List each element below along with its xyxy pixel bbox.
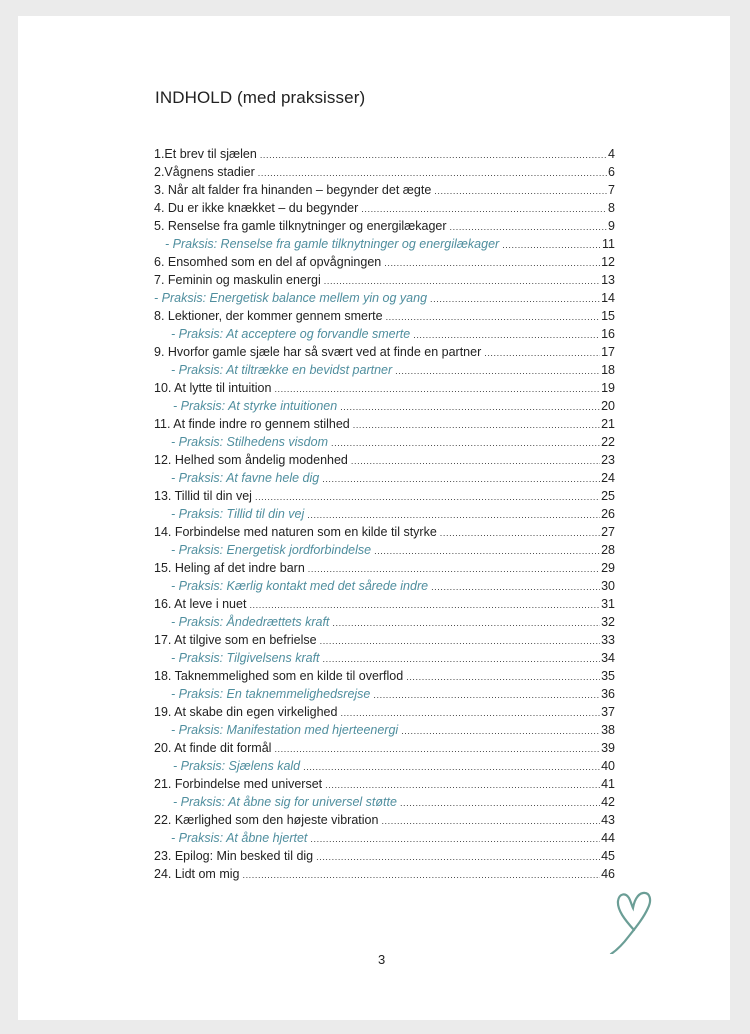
toc-chapter-entry[interactable]	[154, 307, 615, 325]
toc-practice-entry[interactable]	[154, 613, 615, 631]
toc-chapter-entry[interactable]	[154, 739, 615, 757]
dot-leader	[320, 632, 601, 650]
dot-leader	[384, 254, 600, 272]
toc-page-number: 18	[601, 363, 615, 377]
toc-entry-title: 5. Renselse fra gamle tilknytninger og energilækager	[154, 219, 447, 233]
toc-page-number: 30	[601, 579, 615, 593]
toc-page-number: 22	[601, 435, 615, 449]
toc-entry-title: 2.Vågnens stadier	[154, 165, 255, 179]
toc-page-number: 32	[601, 615, 615, 629]
toc-page-number: 29	[601, 561, 615, 575]
dot-leader	[413, 326, 600, 344]
dot-leader	[255, 488, 600, 506]
toc-entry-title: 23. Epilog: Min besked til dig	[154, 849, 314, 863]
dot-leader	[274, 740, 600, 758]
toc-page-number: 37	[601, 705, 615, 719]
toc-page-number: 35	[601, 669, 615, 683]
toc-entry-title: 6. Ensomhed som en del af opvågningen	[154, 255, 382, 269]
toc-practice-entry[interactable]	[154, 721, 615, 739]
toc-chapter-entry[interactable]	[154, 667, 615, 685]
toc-chapter-entry[interactable]	[154, 343, 615, 361]
toc-entry-title: 12. Helhed som åndelig modenhed	[154, 453, 348, 467]
toc-page-number: 42	[601, 795, 615, 809]
dot-leader	[324, 272, 600, 290]
toc-page-number: 34	[601, 651, 615, 665]
dot-leader	[406, 668, 600, 686]
dot-leader	[361, 200, 607, 218]
toc-page-number: 45	[601, 849, 615, 863]
toc-entry-title: 17. At tilgive som en befrielse	[154, 633, 317, 647]
table-of-contents	[154, 145, 615, 883]
toc-entry-title: - Praksis: At favne hele dig	[171, 471, 320, 485]
toc-practice-entry[interactable]	[154, 361, 615, 379]
toc-chapter-entry[interactable]	[154, 811, 615, 829]
toc-entry-title: - Praksis: Tilgivelsens kraft	[171, 651, 320, 665]
toc-page-number: 11	[602, 237, 615, 251]
toc-page-number: 33	[601, 633, 615, 647]
document-page	[18, 16, 730, 1020]
dot-leader	[242, 866, 600, 884]
toc-practice-entry[interactable]	[154, 433, 615, 451]
dot-leader	[260, 146, 607, 164]
toc-page-number: 46	[601, 867, 615, 881]
toc-page-number: 4	[608, 147, 615, 161]
toc-chapter-entry[interactable]	[154, 379, 615, 397]
dot-leader	[249, 596, 600, 614]
toc-chapter-entry[interactable]	[154, 451, 615, 469]
dot-leader	[450, 218, 608, 236]
toc-page-number: 27	[601, 525, 615, 539]
toc-page-number: 31	[601, 597, 615, 611]
toc-page-number: 19	[601, 381, 615, 395]
toc-page-number: 38	[601, 723, 615, 737]
toc-page-number: 25	[601, 489, 615, 503]
dot-leader	[307, 506, 600, 524]
dot-leader	[310, 830, 600, 848]
toc-page-number: 20	[601, 399, 615, 413]
toc-page-number: 9	[608, 219, 615, 233]
toc-entry-title: 4. Du er ikke knækket – du begynder	[154, 201, 359, 215]
toc-entry-title: 13. Tillid til din vej	[154, 489, 252, 503]
toc-chapter-entry[interactable]	[154, 523, 615, 541]
toc-chapter-entry[interactable]	[154, 181, 615, 199]
dot-leader	[325, 776, 600, 794]
toc-chapter-entry[interactable]	[154, 847, 615, 865]
toc-page-number: 13	[601, 273, 615, 287]
toc-page-number: 14	[601, 291, 615, 305]
toc-page-number: 7	[608, 183, 615, 197]
dot-leader	[431, 578, 600, 596]
toc-practice-entry[interactable]	[154, 541, 615, 559]
dot-leader	[386, 308, 601, 326]
toc-page-number: 6	[608, 165, 615, 179]
toc-entry-title: 16. At leve i nuet	[154, 597, 247, 611]
toc-page-number: 23	[601, 453, 615, 467]
toc-chapter-entry[interactable]	[154, 145, 615, 163]
toc-entry-title: 15. Heling af det indre barn	[154, 561, 305, 575]
toc-chapter-entry[interactable]	[154, 199, 615, 217]
toc-entry-title: - Praksis: Stilhedens visdom	[171, 435, 329, 449]
toc-entry-title: 8. Lektioner, der kommer gennem smerte	[154, 309, 383, 323]
dot-leader	[322, 470, 600, 488]
toc-entry-title: - Praksis: Sjælens kald	[173, 759, 301, 773]
dot-leader	[502, 236, 601, 254]
toc-entry-title: 3. Når alt falder fra hinanden – begynder det ægte	[154, 183, 432, 197]
toc-page-number: 24	[601, 471, 615, 485]
toc-chapter-entry[interactable]	[154, 559, 615, 577]
dot-leader	[258, 164, 607, 182]
toc-page-number: 17	[601, 345, 615, 359]
toc-entry-title: - Praksis: Tillid til din vej	[171, 507, 305, 521]
toc-chapter-entry[interactable]	[154, 271, 615, 289]
dot-leader	[374, 542, 600, 560]
toc-practice-entry[interactable]	[154, 397, 615, 415]
toc-page-number: 41	[601, 777, 615, 791]
toc-chapter-entry[interactable]	[154, 415, 615, 433]
toc-page-number: 8	[608, 201, 615, 215]
dot-leader	[340, 398, 600, 416]
toc-practice-entry[interactable]	[154, 757, 615, 775]
toc-entry-title: - Praksis: At åbne sig for universel støtte	[173, 795, 397, 809]
dot-leader	[323, 650, 601, 668]
toc-entry-title: - Praksis: Energetisk jordforbindelse	[171, 543, 372, 557]
toc-chapter-entry[interactable]	[154, 217, 615, 235]
dot-leader	[401, 722, 600, 740]
dot-leader	[340, 704, 600, 722]
toc-entry-title: 20. At finde dit formål	[154, 741, 272, 755]
toc-page-number: 40	[601, 759, 615, 773]
toc-practice-entry[interactable]	[154, 649, 615, 667]
toc-entry-title: 11. At finde indre ro gennem stilhed	[154, 417, 350, 431]
toc-practice-entry[interactable]	[154, 469, 615, 487]
toc-entry-title: 22. Kærlighed som den højeste vibration	[154, 813, 379, 827]
toc-page-number: 26	[601, 507, 615, 521]
toc-title: INDHOLD (med praksisser)	[155, 88, 366, 107]
dot-leader	[440, 524, 600, 542]
toc-entry-title: - Praksis: At acceptere og forvandle smerte	[171, 327, 411, 341]
toc-practice-entry[interactable]	[154, 793, 615, 811]
toc-chapter-entry[interactable]	[154, 703, 615, 721]
toc-entry-title: - Praksis: Energetisk balance mellem yin og yang	[154, 291, 428, 305]
toc-chapter-entry[interactable]	[154, 253, 615, 271]
toc-entry-title: - Praksis: At tiltrække en bevidst partner	[171, 363, 393, 377]
toc-practice-entry[interactable]	[154, 685, 615, 703]
toc-entry-title: 10. At lytte til intuition	[154, 381, 272, 395]
toc-entry-title: 14. Forbindelse med naturen som en kilde til styrke	[154, 525, 437, 539]
toc-practice-entry[interactable]	[154, 505, 615, 523]
toc-entry-title: 7. Feminin og maskulin energi	[154, 273, 321, 287]
toc-practice-entry[interactable]	[154, 235, 615, 253]
dot-leader	[274, 380, 600, 398]
toc-page-number: 15	[601, 309, 615, 323]
dot-leader	[400, 794, 600, 812]
toc-practice-entry[interactable]	[154, 325, 615, 343]
toc-entry-title: 18. Taknemmelighed som en kilde til overflod	[154, 669, 404, 683]
toc-practice-entry[interactable]	[154, 289, 615, 307]
dot-leader	[395, 362, 600, 380]
toc-page-number: 28	[601, 543, 615, 557]
toc-chapter-entry[interactable]	[154, 865, 615, 883]
dot-leader	[316, 848, 600, 866]
toc-practice-entry[interactable]	[154, 577, 615, 595]
toc-entry-title: - Praksis: Manifestation med hjerteenergi	[171, 723, 399, 737]
toc-entry-title: - Praksis: Åndedrættets kraft	[171, 615, 330, 629]
toc-chapter-entry[interactable]	[154, 163, 615, 181]
dot-leader	[331, 434, 600, 452]
toc-entry-title: - Praksis: En taknemmelighedsrejse	[171, 687, 371, 701]
dot-leader	[308, 560, 600, 578]
toc-page-number: 44	[601, 831, 615, 845]
dot-leader	[381, 812, 600, 830]
toc-entry-title: 1.Et brev til sjælen	[154, 147, 257, 161]
toc-page-number: 21	[601, 417, 615, 431]
toc-entry-title: - Praksis: Renselse fra gamle tilknytninger og energilækager	[165, 237, 500, 251]
toc-chapter-entry[interactable]	[154, 595, 615, 613]
toc-page-number: 12	[601, 255, 615, 269]
heart-icon	[601, 874, 661, 954]
toc-entry-title: - Praksis: Kærlig kontakt med det sårede indre	[171, 579, 429, 593]
dot-leader	[373, 686, 600, 704]
toc-chapter-entry[interactable]	[154, 487, 615, 505]
toc-page-number: 39	[601, 741, 615, 755]
toc-entry-title: - Praksis: At styrke intuitionen	[173, 399, 338, 413]
dot-leader	[484, 344, 600, 362]
toc-entry-title: 19. At skabe din egen virkelighed	[154, 705, 338, 719]
dot-leader	[353, 416, 600, 434]
toc-entry-title: 9. Hvorfor gamle sjæle har så svært ved at finde en partner	[154, 345, 482, 359]
toc-entry-title: 21. Forbindelse med universet	[154, 777, 323, 791]
toc-entry-title: 24. Lidt om mig	[154, 867, 240, 881]
toc-page-number: 36	[601, 687, 615, 701]
dot-leader	[303, 758, 600, 776]
toc-entry-title: - Praksis: At åbne hjertet	[171, 831, 308, 845]
toc-page-number: 43	[601, 813, 615, 827]
toc-practice-entry[interactable]	[154, 829, 615, 847]
dot-leader	[434, 182, 607, 200]
dot-leader	[351, 452, 600, 470]
dot-leader	[332, 614, 600, 632]
page-number: 3	[378, 952, 386, 967]
toc-chapter-entry[interactable]	[154, 631, 615, 649]
toc-chapter-entry[interactable]	[154, 775, 615, 793]
dot-leader	[430, 290, 600, 308]
toc-page-number: 16	[601, 327, 615, 341]
